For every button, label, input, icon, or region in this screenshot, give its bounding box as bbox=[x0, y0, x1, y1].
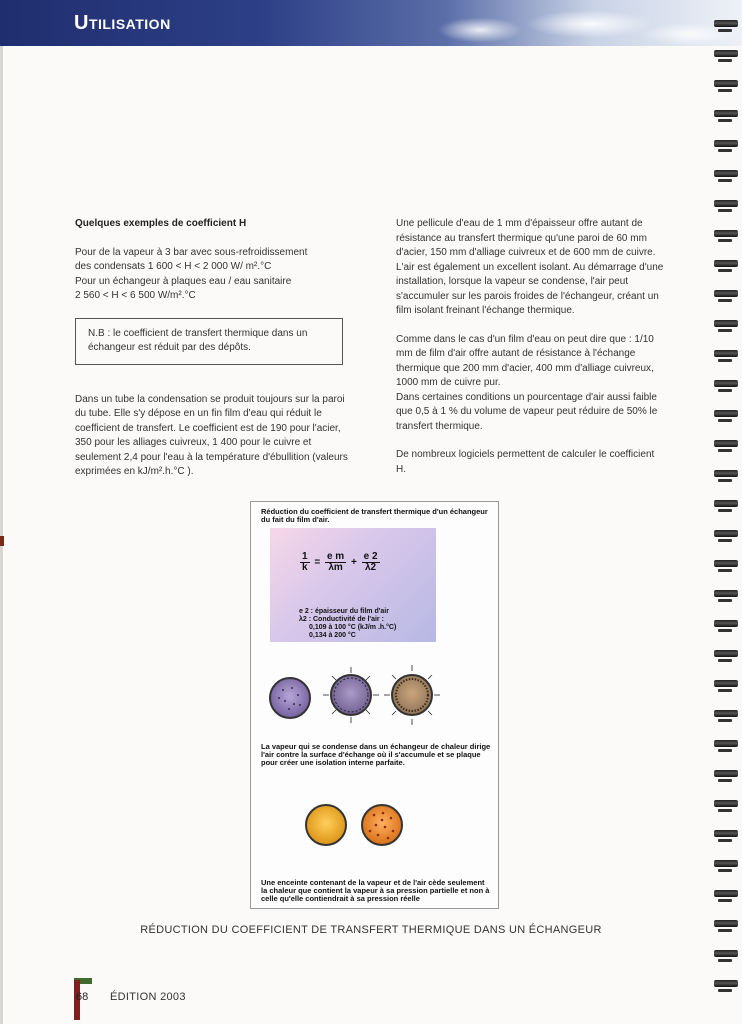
binding-coil bbox=[714, 560, 738, 567]
figure-illustrations bbox=[251, 502, 498, 908]
figure-caption-top: Réduction du coefficient de transfert thermique d'un échangeur du fait du film d'air. bbox=[261, 507, 488, 524]
binding-coil bbox=[714, 770, 738, 777]
figure-panel bbox=[250, 501, 499, 909]
software-paragraph: De nombreux logiciels permettent de calculer le coefficient H. bbox=[396, 449, 655, 475]
header-sky-image bbox=[360, 0, 742, 46]
spiral-binding bbox=[712, 20, 742, 1020]
binding-coil bbox=[714, 710, 738, 717]
binding-coil bbox=[714, 740, 738, 747]
binding-coil bbox=[714, 200, 738, 207]
binding-coil bbox=[714, 410, 738, 417]
margin-mark bbox=[0, 536, 4, 546]
binding-coil bbox=[714, 980, 738, 987]
binding-coil bbox=[714, 680, 738, 687]
binding-coil bbox=[714, 830, 738, 837]
binding-coil bbox=[714, 380, 738, 387]
pipe-section-3 bbox=[384, 665, 440, 725]
left-column bbox=[75, 217, 350, 480]
enclosure-steam-only bbox=[306, 805, 346, 845]
section-title: Utilisation bbox=[74, 12, 171, 34]
binding-coil bbox=[714, 620, 738, 627]
binding-coil bbox=[714, 110, 738, 117]
binding-coil bbox=[714, 950, 738, 957]
page-number: 68 bbox=[76, 991, 89, 1003]
binding-coil bbox=[714, 650, 738, 657]
heat-transfer-formula: $\frac{1}{k}$ = $\frac{\text{e m}}{\lambda m}$ + $\frac{e 2}{\lambda 2}$ bbox=[302, 551, 378, 573]
binding-coil bbox=[714, 440, 738, 447]
enclosure-steam-air bbox=[362, 805, 402, 845]
right-column bbox=[396, 217, 664, 477]
air-film-paragraph: Comme dans le cas d'un film d'eau on peut dire que : 1/10 mm de film d'air offre autant de résistance à l'échange thermique que 200 mm d'acier, 400 mm d'alliage cuivreux, 1000 mm de cuivre pur. bbox=[396, 333, 654, 388]
header-band bbox=[0, 0, 742, 46]
example-line: Pour un échangeur à plaques eau / eau sanitaire bbox=[75, 275, 292, 287]
binding-coil bbox=[714, 800, 738, 807]
binding-coil bbox=[714, 170, 738, 177]
example-line: 2 560 < H < 6 500 W/m².°C bbox=[75, 290, 196, 301]
binding-coil bbox=[714, 590, 738, 597]
example-line: Pour de la vapeur à 3 bar avec sous-refroidissement bbox=[75, 246, 308, 258]
edition-label: ÉDITION 2003 bbox=[110, 991, 186, 1003]
binding-coil bbox=[714, 350, 738, 357]
nb-note-box bbox=[75, 318, 343, 365]
page-caption: RÉDUCTION DU COEFFICIENT DE TRANSFERT THERMIQUE DANS UN ÉCHANGEUR bbox=[140, 924, 602, 936]
binding-coil bbox=[714, 320, 738, 327]
binding-coil bbox=[714, 530, 738, 537]
binding-coil bbox=[714, 500, 738, 507]
binding-coil bbox=[714, 260, 738, 267]
binding-coil bbox=[714, 470, 738, 477]
water-film-paragraph: Une pellicule d'eau de 1 mm d'épaisseur offre autant de résistance au transfert thermique qu'une paroi de 60 mm d'acier, 150 mm d'alliage cuivreux et de 600 mm de cuivre. bbox=[396, 218, 656, 258]
pipe-section-1 bbox=[270, 678, 310, 718]
condensation-paragraph: Dans un tube la condensation se produit toujours sur la paroi du tube. Elle s'y dépose en un fin film d'eau qui réduit le coefficient de transfert. Le coefficient est de 190 pour l'acier, 350 pour les alliages cuivreux, 1 400 pour le cuivre et seulement 2,4 pour l'eau à la température d'ébullition (valeurs exprimées en kJ/m².h.°C ). bbox=[75, 393, 348, 477]
binding-coil bbox=[714, 140, 738, 147]
examples-heading: Quelques exemples de coefficient H bbox=[75, 218, 247, 229]
formula-notes: e 2 : épaisseur du film d'air λ2 : Conductivité de l'air : 0,109 à 100 °C (kJ/m .h.°C) 0,134 à 200 °C bbox=[299, 608, 397, 639]
nb-note: N.B : le coefficient de transfert thermique dans un échangeur est réduit par des dépôts. bbox=[88, 327, 308, 353]
binding-coil bbox=[714, 20, 738, 27]
binding-coil bbox=[714, 230, 738, 237]
binding-coil bbox=[714, 80, 738, 87]
figure-caption-bottom: Une enceinte contenant de la vapeur et de l'air cède seulement la chaleur que contient la vapeur à sa pression partielle et non à celle qu'elle contiendrait à sa pression réelle bbox=[261, 878, 490, 903]
page-edge bbox=[0, 46, 3, 1024]
binding-coil bbox=[714, 860, 738, 867]
air-insulation-paragraph: L'air est également un excellent isolant. Au démarrage d'une installation, lorsque la vapeur se condense, l'air peut s'accumuler sur les parois froides de l'échangeur, créant un film isolant freinant l'échange thermique. bbox=[396, 261, 664, 316]
binding-coil bbox=[714, 290, 738, 297]
example-line: des condensats 1 600 < H < 2 000 W/ m².°C bbox=[75, 261, 272, 272]
binding-coil bbox=[714, 890, 738, 897]
figure-caption-middle: La vapeur qui se condense dans un échangeur de chaleur dirige l'air contre la surface d'échange où il s'accumule et se plaque pour créer une isolation interne parfaite. bbox=[261, 742, 491, 767]
pipe-section-2 bbox=[323, 667, 379, 723]
air-percentage-paragraph: Dans certaines conditions un pourcentage d'air aussi faible que 0,5 à 1 % du volume de vapeur peut réduire de 50% le transfert thermique. bbox=[396, 391, 658, 432]
binding-coil bbox=[714, 50, 738, 57]
